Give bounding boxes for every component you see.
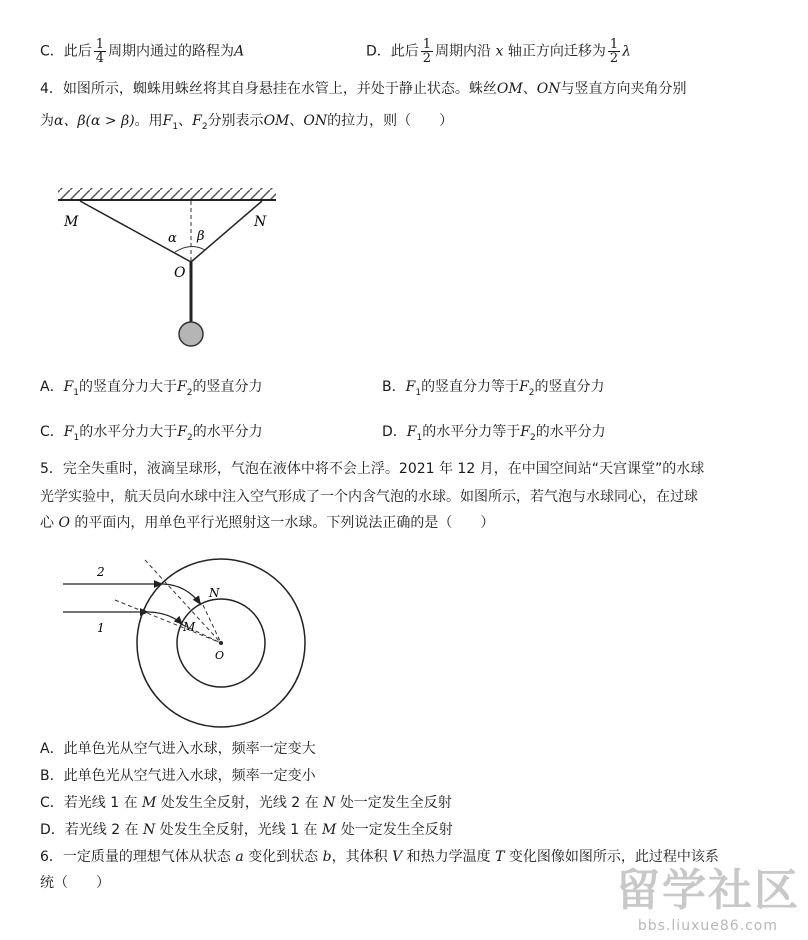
q5-stem-line2: 光学实验中，航天员向水球中注入空气形成了一个内含气泡的水球。如图所示，若气泡与水球同心，在过球 <box>40 489 698 505</box>
label-m: M <box>183 620 196 634</box>
fraction: $\frac{1}{4}$ <box>95 37 105 66</box>
label-ray-2: 2 <box>97 565 105 579</box>
q4-stem-line1: 4．如图所示，蜘蛛用蛛丝将其自身悬挂在水管上，并处于静止状态。蛛丝OM、ON与竖直方向夹角分别 <box>40 81 687 97</box>
ray-2-refracted <box>163 584 201 605</box>
watermark-url: bbs.liuxue86.com <box>637 918 778 934</box>
label-ray-1: 1 <box>97 621 105 635</box>
normal-1 <box>115 600 221 643</box>
q5-option-d: D．若光线 2 在 N 处发生全反射，光线 1 在 M 处一定发生全反射 <box>40 822 453 838</box>
q5-option-b: B．此单色光从空气进入水球，频率一定变小 <box>40 768 316 784</box>
spider-ball <box>179 322 203 346</box>
pipe-hatch <box>58 188 276 200</box>
q5-option-a: A．此单色光从空气进入水球，频率一定变大 <box>40 741 316 757</box>
q6-stem-line2: 统（ ） <box>40 875 110 891</box>
angle-arc <box>175 246 205 252</box>
label-m: M <box>64 214 79 230</box>
spider-figure <box>50 180 290 355</box>
q4-option-a: A．$F_1$的竖直分力大于$F_2$的竖直分力 <box>40 379 263 398</box>
watermark-logo: 留学社区 <box>616 865 800 916</box>
label-n: N <box>254 214 267 230</box>
q6-stem-line1: 6．一定质量的理想气体从状态 a 变化到状态 b，其体积 V 和热力学温度 T 变化图像如图所示，此过程中该系 <box>40 849 719 865</box>
q4-option-c: C．$F_1$的水平分力大于$F_2$的水平分力 <box>40 424 263 443</box>
q4-stem-line2: 为α、β(α > β)。用$F_1$、$F_2$分别表示OM、ON的拉力，则（ ） <box>40 113 454 132</box>
q5-option-c: C．若光线 1 在 M 处发生全反射，光线 2 在 N 处一定发生全反射 <box>40 795 452 811</box>
q3-option-d: D．此后 $\frac{1}{2}$ 周期内沿 x 轴正方向迁移为 $\frac{1}{2}$ λ <box>366 37 632 66</box>
q5-stem-line1: 5．完全失重时，液滴呈球形，气泡在液体中将不会上浮。2021 年 12 月，在中国空间站“天宫课堂”的水球 <box>40 461 705 477</box>
label-n: N <box>209 586 220 600</box>
water-ball-figure <box>55 555 315 740</box>
fraction: $\frac{1}{2}$ <box>609 37 619 66</box>
fraction: $\frac{1}{2}$ <box>422 37 432 66</box>
q4-option-d: D．$F_1$的水平分力等于$F_2$的水平分力 <box>382 424 606 443</box>
q5-stem-line3: 心 O 的平面内，用单色平行光照射这一水球。下列说法正确的是（ ） <box>40 515 495 531</box>
label-alpha: α <box>168 231 177 246</box>
ray-1-refracted <box>149 612 183 625</box>
label-o: O <box>215 649 225 662</box>
label-beta: β <box>197 229 205 244</box>
label-o: O <box>174 265 186 281</box>
q4-option-b: B．$F_1$的竖直分力等于$F_2$的竖直分力 <box>382 379 605 398</box>
q3-option-c: C．此后 $\frac{1}{4}$ 周期内通过的路程为A <box>40 37 245 66</box>
